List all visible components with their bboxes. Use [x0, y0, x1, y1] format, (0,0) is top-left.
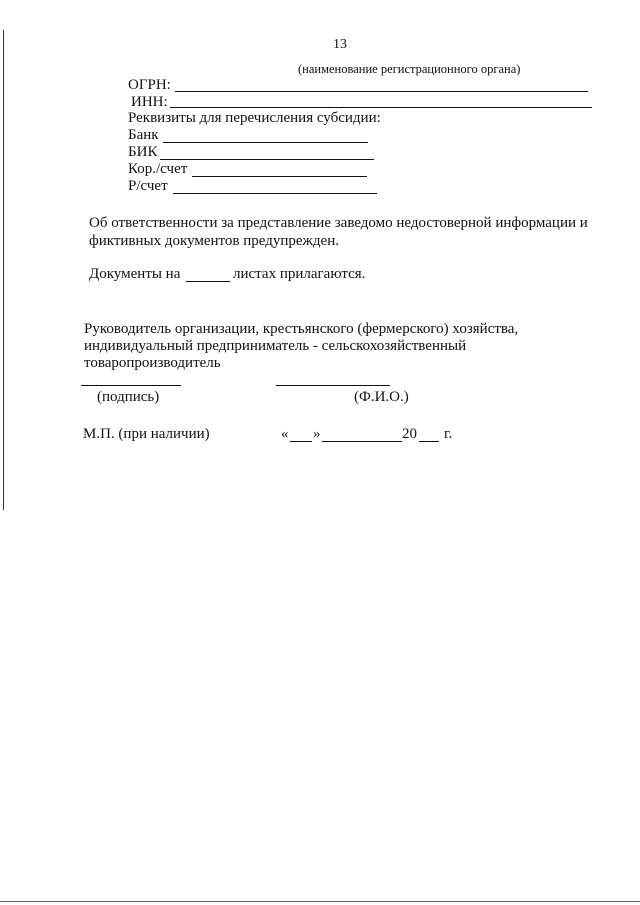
r-schet-label: Р/счет — [128, 178, 168, 194]
date-quote-open: « — [281, 426, 289, 442]
page-number: 13 — [333, 37, 347, 52]
ogrn-label: ОГРН: — [128, 77, 171, 93]
kor-schet-label: Кор./счет — [128, 161, 188, 177]
documents-prefix: Документы на — [89, 266, 181, 282]
year-suffix: г. — [444, 426, 453, 442]
head-line-1: Руководитель организации, крестьянского (фермерского) хозяйства, — [84, 321, 519, 337]
responsibility-line-1: Об ответственности за представление заведомо недостоверной информации и — [89, 215, 588, 231]
inn-label: ИНН: — [131, 94, 168, 110]
head-line-3: товаропроизводитель — [84, 355, 221, 371]
bank-field-line[interactable] — [163, 142, 368, 143]
signature-line[interactable] — [81, 385, 181, 386]
month-line[interactable] — [322, 441, 402, 442]
name-line[interactable] — [276, 385, 390, 386]
registration-body-caption: (наименование регистрационного органа) — [298, 62, 521, 76]
responsibility-line-2: фиктивных документов предупрежден. — [89, 233, 339, 249]
inn-field-line[interactable] — [170, 107, 592, 108]
head-line-2: индивидуальный предприниматель - сельскохозяйственный — [84, 338, 467, 354]
date-quote-close: » — [313, 426, 321, 442]
kor-schet-field-line[interactable] — [192, 176, 367, 177]
r-schet-field-line[interactable] — [173, 193, 377, 194]
stamp-label: М.П. (при наличии) — [83, 426, 210, 442]
sheets-count-line[interactable] — [186, 281, 230, 282]
bik-label: БИК — [128, 144, 158, 160]
documents-suffix: листах прилагаются. — [233, 266, 366, 282]
bottom-edge-rule — [0, 901, 640, 902]
year-line[interactable] — [419, 441, 439, 442]
ogrn-field-line[interactable] — [175, 91, 588, 92]
signature-caption: (подпись) — [97, 389, 160, 405]
bik-field-line[interactable] — [160, 159, 374, 160]
requisites-heading: Реквизиты для перечисления субсидии: — [128, 110, 381, 126]
day-line[interactable] — [290, 441, 312, 442]
year-prefix: 20 — [402, 426, 417, 442]
name-caption: (Ф.И.О.) — [354, 389, 409, 405]
bank-label: Банк — [128, 127, 159, 143]
left-edge-mark — [3, 30, 4, 510]
